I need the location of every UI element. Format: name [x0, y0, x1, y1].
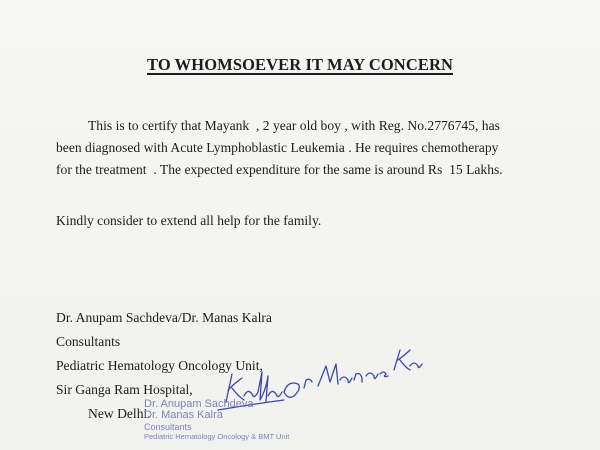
body-line-1: This is to certify that Mayank , 2 year old boy , with Reg. No.2776745, has — [88, 118, 500, 133]
body-line-3: for the treatment . The expected expenditure for the same is around Rs 15 Lakhs. — [56, 162, 503, 177]
signatory-role: Consultants — [56, 334, 121, 349]
signatory-unit: Pediatric Hematology Oncology Unit, — [56, 358, 263, 373]
letter-title: TO WHOMSOEVER IT MAY CONCERN — [147, 55, 453, 74]
stamp-line-2: Dr. Manas Kalra — [144, 409, 223, 421]
request-line: Kindly consider to extend all help for the family. — [56, 213, 322, 228]
body-line-2: been diagnosed with Acute Lymphoblastic Leukemia . He requires chemotherapy — [56, 140, 499, 155]
signatory-hospital: Sir Ganga Ram Hospital, — [56, 382, 193, 397]
doctor-stamp — [144, 398, 289, 441]
signatory-names: Dr. Anupam Sachdeva/Dr. Manas Kalra — [56, 310, 272, 325]
signatory-city: New Delhi. — [88, 406, 151, 421]
stamp-line-4: Pediatric Hematology Oncology & BMT Unit — [144, 432, 290, 441]
stamp-line-1: Dr. Anupam Sachdeva — [144, 398, 254, 410]
stamp-line-3: Consultants — [144, 422, 192, 432]
certification-paragraph — [56, 115, 578, 181]
